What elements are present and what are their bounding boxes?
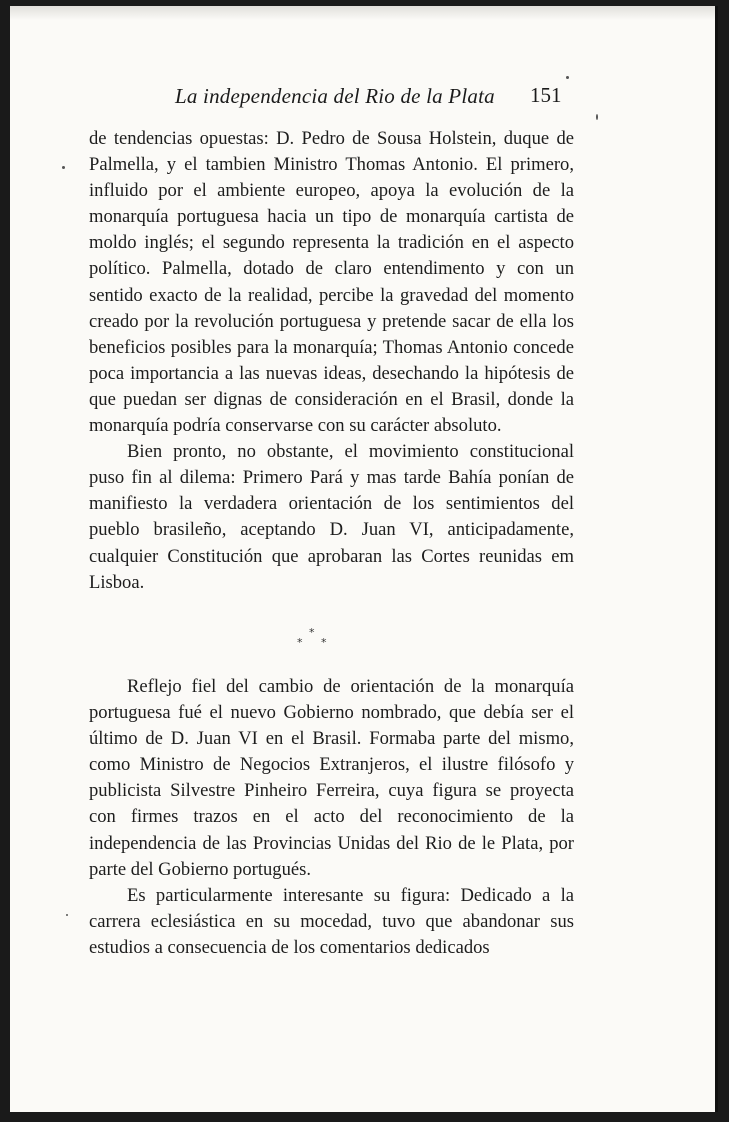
running-title: La independencia del Rio de la Plata — [175, 84, 495, 108]
paragraph-1: de tendencias opuestas: D. Pedro de Sousa Holstein, duque de Palmella, y el tambien Ministro Thomas Antonio. El primero, influido por el ambiente europeo, apoya la evolución de la monarquía portuguesa hacia un tipo de monarquía cartista de moldo inglés; el segundo representa la tradición en el aspecto político. Palmella, dotado de claro entendimento y con un sentido exacto de la realidad, percibe la gravedad del momento creado por la revolución portuguesa y pretende sacar de ella los beneficios posibles para la monarquía; Thomas Antonio concede poca importancia a las nuevas ideas, desechando la hipótesis de que puedan ser dignas de consideración en el Brasil, donde la monarquía podría conservarse con su carácter absoluto. — [89, 128, 574, 437]
paragraph-2: Bien pronto, no obstante, el movimiento constitucional puso fin al dilema: Primero Pará y mas tarde Bahía ponían de manifiesto la verdadera orientación de los sentimientos del pueblo brasileño, aceptando D. Juan VI, anticipadamente, cualquier Constitución que aprobaran las Cortes reunidas em Lisboa. — [89, 441, 574, 593]
scan-speck — [62, 166, 65, 169]
section-1-text — [89, 126, 574, 596]
scan-speck — [596, 114, 598, 120]
asterism-star-right: * — [321, 636, 327, 649]
asterism-star-top: * — [309, 626, 315, 639]
page-number: 151 — [530, 83, 562, 107]
page-header — [10, 78, 715, 112]
asterism-star-left: * — [297, 636, 303, 649]
paragraph-4: Es particularmente interesante su figura: Dedicado a la carrera eclesiástica en su mocedad, tuvo que abandonar sus estudios a consecuencia de los comentarios dedicados — [89, 884, 574, 958]
book-page — [10, 6, 718, 1112]
scan-speck — [66, 914, 68, 916]
scan-speck — [566, 76, 569, 79]
section-asterism — [10, 626, 715, 666]
paragraph-3: Reflejo fiel del cambio de orientación de la monarquía portuguesa fué el nuevo Gobierno nombrado, que debía ser el último de D. Juan VI en el Brasil. Formaba parte del mismo, como Ministro de Negocios Extranjeros, el ilustre filósofo y publicista Silvestre Pinheiro Ferreira, cuya figura se proyecta con firmes trazos en el acto del reconocimiento de la independencia de las Provincias Unidas del Rio de le Plata, por parte del Gobierno portugués. — [89, 676, 574, 880]
section-2-text — [89, 674, 574, 961]
scan-edge-shadow — [10, 6, 715, 20]
